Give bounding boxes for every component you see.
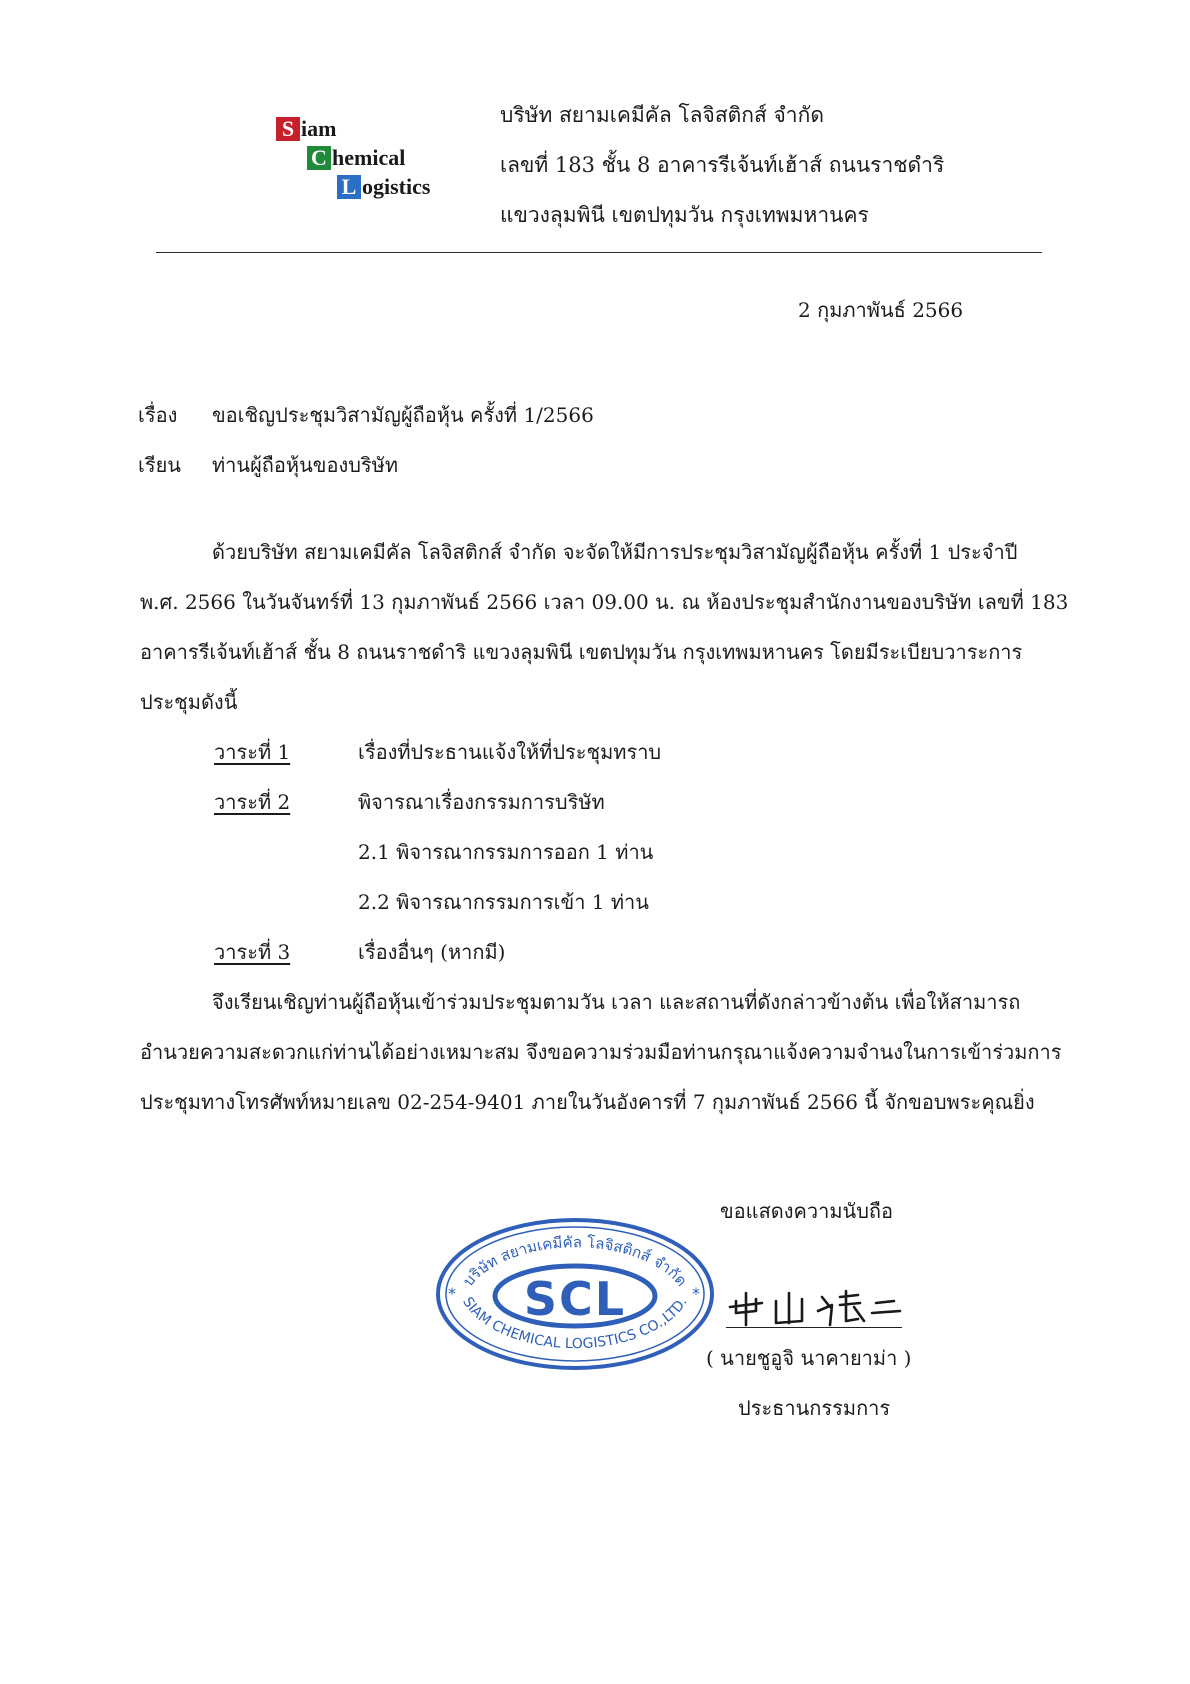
logo-line-logistics [337,174,430,200]
logo-initial-c: C [307,146,331,170]
recipient-text: ท่านผู้ถือหุ้นของบริษัท [212,453,399,477]
logo-initial-l: L [337,175,361,199]
company-address-line2: แขวงลุมพินี เขตปทุมวัน กรุงเทพมหานคร [500,203,869,227]
agenda-1-label: วาระที่ 1 [214,740,291,764]
svg-text:*: * [692,1284,700,1303]
paragraph1-line2: พ.ศ. 2566 ในวันจันทร์ที่ 13 กุมภาพันธ์ 2566 เวลา 09.00 น. ณ ห้องประชุมสำนักงานของบริษัท เลขที่ 183 [140,590,1069,614]
paragraph1-line3: อาคารรีเจ้นท์เฮ้าส์ ชั้น 8 ถนนราชดำริ แขวงลุมพินี เขตปทุมวัน กรุงเทพมหานคร โดยมีระเบียบวาระการ [140,640,1023,664]
logo-line-chemical [307,145,405,171]
logo-text-siam: iam [301,116,337,141]
paragraph2-line3: ประชุมทางโทรศัพท์หมายเลข 02-254-9401 ภายในวันอังคารที่ 7 กุมภาพันธ์ 2566 นี้ จักขอบพระคุณยิ่ง [140,1090,1035,1114]
company-name: บริษัท สยามเคมีคัล โลจิสติกส์ จำกัด [500,103,824,127]
agenda-3-label: วาระที่ 3 [214,940,291,964]
subject-text: ขอเชิญประชุมวิสามัญผู้ถือหุ้น ครั้งที่ 1/2566 [212,403,594,427]
subject-label: เรื่อง [138,403,178,427]
seal-bottom-text: SIAM CHEMICAL LOGISTICS CO.,LTD. [459,1294,691,1353]
letter-meta [138,390,594,490]
subject-row [138,390,594,440]
logo-initial-s: S [276,117,300,141]
closing-regards: ขอแสดงความนับถือ [720,1199,894,1223]
paragraph2-line1: จึงเรียนเชิญท่านผู้ถือหุ้นเข้าร่วมประชุมตามวัน เวลา และสถานที่ดังกล่าวข้างต้น เพื่อให้สามารถ [212,990,1021,1014]
svg-text:*: * [448,1284,456,1303]
letterhead [500,90,944,240]
company-seal-icon [434,1215,716,1373]
recipient-label: เรียน [138,453,181,477]
signature-icon [726,1285,906,1333]
agenda-1-text: เรื่องที่ประธานแจ้งให้ที่ประชุมทราบ [358,740,662,764]
paragraph2-line2: อำนวยความสะดวกแก่ท่านได้อย่างเหมาะสม จึงขอความร่วมมือท่านกรุณาแจ้งความจำนงในการเข้าร่วมการ [140,1040,1062,1064]
agenda-2-label: วาระที่ 2 [214,790,291,814]
logo-text-logistics: ogistics [362,174,431,199]
header-divider [156,252,1042,253]
paragraph1-line1: ด้วยบริษัท สยามเคมีคัล โลจิสติกส์ จำกัด จะจัดให้มีการประชุมวิสามัญผู้ถือหุ้น ครั้งที่ 1 ประจำปี [212,540,1018,564]
agenda-2-2: 2.2 พิจารณากรรมการเข้า 1 ท่าน [358,890,649,914]
signatory-title: ประธานกรรมการ [738,1396,891,1420]
logo-line-siam [276,116,336,142]
signatory-name: ( นายชูอูจิ นาคายาม่า ) [706,1346,912,1370]
agenda-3-text: เรื่องอื่นๆ (หากมี) [358,940,506,964]
seal-top-text: บริษัท สยามเคมีคัล โลจิสติกส์ จำกัด [459,1233,691,1290]
logo-text-chemical: hemical [332,145,406,170]
recipient-row [138,440,594,490]
agenda-2-text: พิจารณาเรื่องกรรมการบริษัท [358,790,605,814]
signature-line [726,1327,902,1328]
letter-date: 2 กุมภาพันธ์ 2566 [798,298,964,322]
paragraph1-line4: ประชุมดังนี้ [140,690,238,714]
agenda-2-1: 2.1 พิจารณากรรมการออก 1 ท่าน [358,840,654,864]
company-address-line1: เลขที่ 183 ชั้น 8 อาคารรีเจ้นท์เฮ้าส์ ถนนราชดำริ [500,153,945,177]
seal-center-text: SCL [523,1272,627,1326]
company-logo [276,114,476,204]
